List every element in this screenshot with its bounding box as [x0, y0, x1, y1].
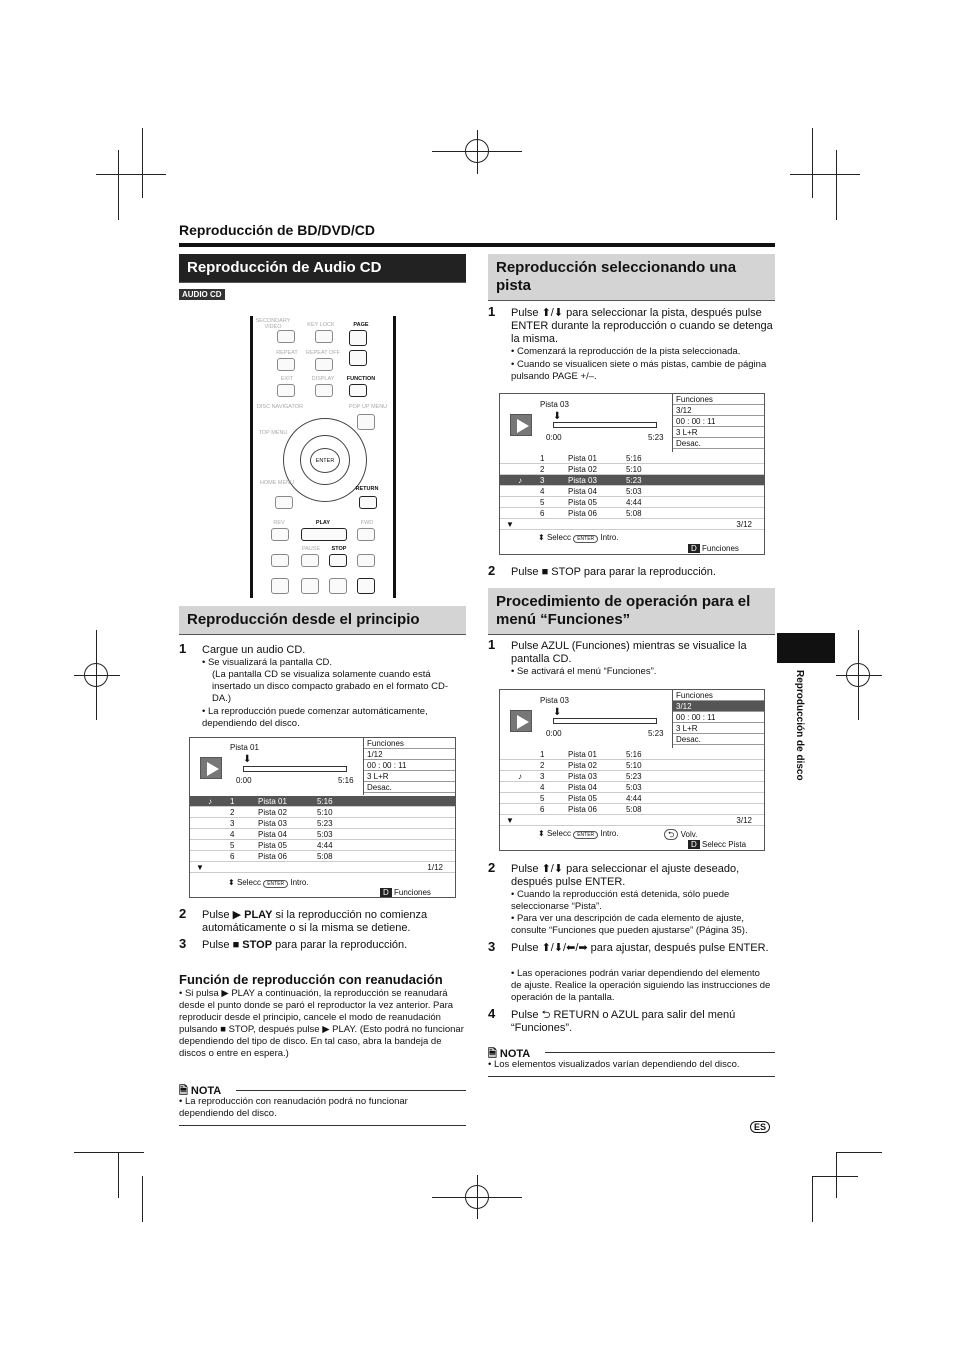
down-triangle-icon: ▼: [506, 816, 514, 825]
current-track-label: Pista 03: [540, 400, 569, 409]
header-rule: [179, 243, 775, 247]
s4-step4-text: Pulse ⮌ RETURN o AZUL para salir del menú “Funciones”.: [511, 1009, 736, 1034]
page-row: ▼ 3/12: [500, 815, 764, 826]
progress-bar: [243, 766, 347, 772]
s3-bullet1: • Comenzará la reproducción de la pista seleccionada.: [511, 346, 773, 358]
table-row: 6 Pista 06 5:08: [190, 851, 455, 862]
remote-label: FUNCTION: [346, 376, 376, 382]
page-row: ▼ 1/12: [190, 862, 455, 873]
page-row: ▼ 3/12: [500, 519, 764, 530]
section-title-audio-cd: Reproducción de Audio CD: [179, 254, 466, 283]
s4-step2-bullet1: • Cuando la reproducción está detenida, sólo puede seleccionarse “Pista”.: [511, 889, 773, 913]
volv-hint: ⮌ Volv.: [664, 829, 697, 843]
functions-panel: [672, 690, 764, 748]
function-button: [349, 384, 367, 397]
table-row: 2 Pista 02 5:10: [500, 464, 764, 475]
track-select-panel: [499, 393, 765, 555]
cd-screen-panel: [189, 737, 456, 898]
nota-bottom-rule: [488, 1076, 775, 1077]
stop-button: [329, 554, 347, 567]
table-row: ♪ 3 Pista 03 5:23: [500, 475, 764, 486]
table-row: 3 Pista 03 5:23: [190, 818, 455, 829]
color-button-blue: [357, 578, 375, 594]
func-audio: 3 L+R: [364, 771, 455, 782]
table-row: 5 Pista 05 4:44: [500, 793, 764, 804]
remote-label: RETURN: [355, 486, 379, 492]
remote-button: [277, 384, 295, 397]
enter-button: ENTER: [310, 448, 340, 473]
func-repeat: Desac.: [673, 734, 764, 745]
table-row: 1 Pista 01 5:16: [500, 749, 764, 760]
time-start: 0:00: [546, 433, 562, 442]
page-minus-button: [349, 350, 367, 366]
remote-label: DISPLAY: [311, 376, 335, 382]
s3-step1-text: Pulse ⬆/⬇ para seleccionar la pista, después pulse ENTER durante la reproducción o cuando se detenga la misma.: [511, 307, 773, 345]
remote-label: TOP MENU: [258, 430, 288, 436]
s3-step2-text: Pulse ■ STOP para parar la reproducción.: [511, 566, 716, 578]
table-row: 4 Pista 04 5:03: [190, 829, 455, 840]
table-row: 6 Pista 06 5:08: [500, 508, 764, 519]
s4-step1-text: Pulse AZUL (Funciones) mientras se visualice la pantalla CD.: [511, 640, 747, 665]
s3-bullet2: • Cuando se visualicen siete o más pistas, cambie de página pulsando PAGE +/–.: [511, 359, 773, 383]
current-track-label: Pista 01: [230, 743, 259, 752]
menu-button: [357, 414, 375, 430]
fwd-button: [357, 528, 375, 541]
down-arrow-icon: ⬇: [243, 754, 252, 765]
page-plus-button: [349, 330, 367, 346]
note-icon: ♪: [518, 772, 522, 781]
table-row: 5 Pista 05 4:44: [500, 497, 764, 508]
remote-label: PLAY: [315, 520, 331, 526]
step-number: 2: [488, 563, 496, 578]
remote-button: [277, 330, 295, 343]
select-hint: ⬍ Selecc ENTER Intro.: [538, 829, 619, 838]
section-title-from-start: Reproducción desde el principio: [179, 606, 466, 635]
step1-text: Cargue un audio CD.: [202, 644, 306, 656]
funciones-hint: D Funciones: [380, 888, 431, 897]
step-number: 3: [488, 939, 496, 954]
home-menu-button: [275, 496, 293, 509]
func-repeat: Desac.: [673, 438, 764, 449]
remote-button: [315, 358, 333, 371]
resume-text: • Si pulsa ▶ PLAY a continuación, la reproducción se reanudará desde el punto donde se paró el reproductor la vez anterior. Para reproducir desde el principio, cancele el modo de reanudación pulsando ■ STOP, después pulse ▶ PLAY. (Esto podrá no funcionar dependiendo del tipo de disco. En tal caso, abra la bandeja de discos o entre en espera.): [179, 988, 464, 1060]
table-row: 4 Pista 04 5:03: [500, 782, 764, 793]
remote-button: [315, 384, 333, 397]
return-button: [359, 496, 377, 509]
table-row: 5 Pista 05 4:44: [190, 840, 455, 851]
remote-label: DISC NAVIGATOR: [256, 404, 304, 410]
nota-text: • La reproducción con reanudación podrá no funcionar dependiendo del disco.: [179, 1096, 464, 1120]
s4-step2-bullet2: • Para ver una descripción de cada elemento de ajuste, consulte “Funciones que pueden ajustarse” (Página 35).: [511, 913, 773, 937]
play-icon: [510, 710, 532, 732]
table-row: ♪ 3 Pista 03 5:23: [500, 771, 764, 782]
return-icon: ⮌: [664, 829, 678, 840]
functions-title: Funciones: [673, 690, 764, 701]
nota-heading: 🗎 NOTA: [179, 1085, 222, 1097]
language-badge: ES: [750, 1121, 770, 1133]
play-icon: [510, 414, 532, 436]
func-time: 00 : 00 : 11: [673, 712, 764, 723]
side-tab-label: Reproducción de disco: [794, 670, 805, 781]
audio-cd-badge: AUDIO CD: [179, 289, 225, 300]
remote-label: PAUSE: [301, 546, 321, 552]
s4-step3-bullet: • Las operaciones podrán variar dependiendo del elemento de ajuste. Realice la operación siguiendo las instrucciones de operación de la pantalla.: [511, 968, 773, 1004]
time-end: 5:16: [338, 776, 354, 785]
remote-label: EXIT: [280, 376, 294, 382]
rev-button: [271, 528, 289, 541]
page-header: Reproducción de BD/DVD/CD: [179, 222, 376, 238]
func-track: 3/12: [673, 405, 764, 416]
current-track-label: Pista 03: [540, 696, 569, 705]
func-track: 1/12: [364, 749, 455, 760]
func-time: 00 : 00 : 11: [364, 760, 455, 771]
table-row: 6 Pista 06 5:08: [500, 804, 764, 815]
step-number: 3: [179, 936, 187, 951]
remote-label: REV: [273, 520, 285, 526]
nota-heading: 🗎 NOTA: [488, 1048, 531, 1060]
s4-step3-text: Pulse ⬆/⬇/⬅/➡ para ajustar, después pulse ENTER.: [511, 942, 769, 954]
select-hint: ⬍ Selecc ENTER Intro.: [538, 533, 619, 542]
remote-button: [315, 330, 333, 343]
remote-label: POP UP MENU: [348, 404, 388, 410]
step-number: 2: [488, 860, 496, 875]
step-number: 2: [179, 906, 187, 921]
play-button: [301, 528, 347, 541]
color-button-red: [271, 578, 289, 594]
step-number: 4: [488, 1006, 496, 1021]
note-icon: ♪: [518, 476, 522, 485]
remote-label: KEY LOCK: [307, 322, 335, 328]
down-triangle-icon: ▼: [196, 863, 204, 872]
func-audio: 3 L+R: [673, 427, 764, 438]
time-start: 0:00: [546, 729, 562, 738]
func-track-selected: 3/12: [673, 701, 764, 712]
time-end: 5:23: [648, 729, 664, 738]
s4-step1-bullet: • Se activará el menú “Funciones”.: [511, 666, 773, 678]
note-icon: ♪: [208, 797, 212, 806]
functions-title: Funciones: [364, 738, 455, 749]
table-row: 2 Pista 02 5:10: [500, 760, 764, 771]
section-title-select-track: Reproducción seleccionando una pista: [488, 254, 775, 301]
down-arrow-icon: ⬇: [553, 411, 562, 422]
skip-fwd-button: [357, 554, 375, 567]
selecc-pista-hint: D Selecc Pista: [688, 840, 746, 849]
side-tab-block: [777, 633, 835, 663]
functions-panel: [363, 738, 455, 795]
step2-text: Pulse ▶ PLAY si la reproducción no comienza automáticamente o si la misma se detiene.: [202, 909, 428, 934]
remote-control-illustration: [250, 316, 396, 598]
nota-rule: [236, 1090, 466, 1091]
func-audio: 3 L+R: [673, 723, 764, 734]
step1-bullet1: • Se visualizará la pantalla CD.: [202, 657, 462, 669]
functions-panel: [672, 394, 764, 452]
table-row: 4 Pista 04 5:03: [500, 486, 764, 497]
table-row: 1 Pista 01 5:16: [500, 453, 764, 464]
remote-button: [277, 358, 295, 371]
select-hint: ⬍ Selecc ENTER Intro.: [228, 878, 309, 887]
functions-title: Funciones: [673, 394, 764, 405]
nota-rule: [545, 1052, 775, 1053]
time-start: 0:00: [236, 776, 252, 785]
step3-text: Pulse ■ STOP para parar la reproducción.: [202, 939, 408, 951]
func-repeat: Desac.: [364, 782, 455, 793]
remote-label: FWD: [360, 520, 374, 526]
color-button-green: [301, 578, 319, 594]
funciones-hint: D Funciones: [688, 544, 739, 553]
color-button-yellow: [329, 578, 347, 594]
pause-button: [301, 554, 319, 567]
step1-bullet1b: (La pantalla CD se visualiza solamente cuando está insertado un disco compacto grabado en el formato CD-DA.): [212, 669, 449, 704]
down-arrow-icon: ⬇: [553, 707, 562, 718]
func-time: 00 : 00 : 11: [673, 416, 764, 427]
skip-back-button: [271, 554, 289, 567]
step1-bullet2: • La reproducción puede comenzar automáticamente, dependiendo del disco.: [202, 706, 462, 730]
step-number: 1: [179, 641, 187, 656]
time-end: 5:23: [648, 433, 664, 442]
s4-step2-text: Pulse ⬆/⬇ para seleccionar el ajuste deseado, después pulse ENTER.: [511, 863, 740, 888]
remote-label: REPEAT: [276, 350, 298, 356]
down-triangle-icon: ▼: [506, 520, 514, 529]
remote-label: SECONDARY VIDEO: [255, 318, 291, 330]
progress-bar: [553, 422, 657, 428]
remote-label: HOME MENU: [259, 480, 295, 486]
table-row: ♪ 1 Pista 01 5:16: [190, 796, 455, 807]
progress-bar: [553, 718, 657, 724]
remote-label: STOP: [331, 546, 347, 552]
nota-bottom-rule: [179, 1125, 466, 1126]
table-row: 2 Pista 02 5:10: [190, 807, 455, 818]
step-number: 1: [488, 637, 496, 652]
remote-label: REPEAT OFF: [305, 350, 341, 356]
nota-text: • Los elementos visualizados varían dependiendo del disco.: [488, 1059, 775, 1071]
resume-subtitle: Función de reproducción con reanudación: [179, 972, 443, 987]
play-icon: [200, 757, 222, 779]
functions-menu-panel: [499, 689, 765, 851]
remote-label: PAGE: [353, 322, 369, 328]
step-number: 1: [488, 304, 496, 319]
section-title-funciones: Procedimiento de operación para el menú “Funciones”: [488, 588, 775, 635]
